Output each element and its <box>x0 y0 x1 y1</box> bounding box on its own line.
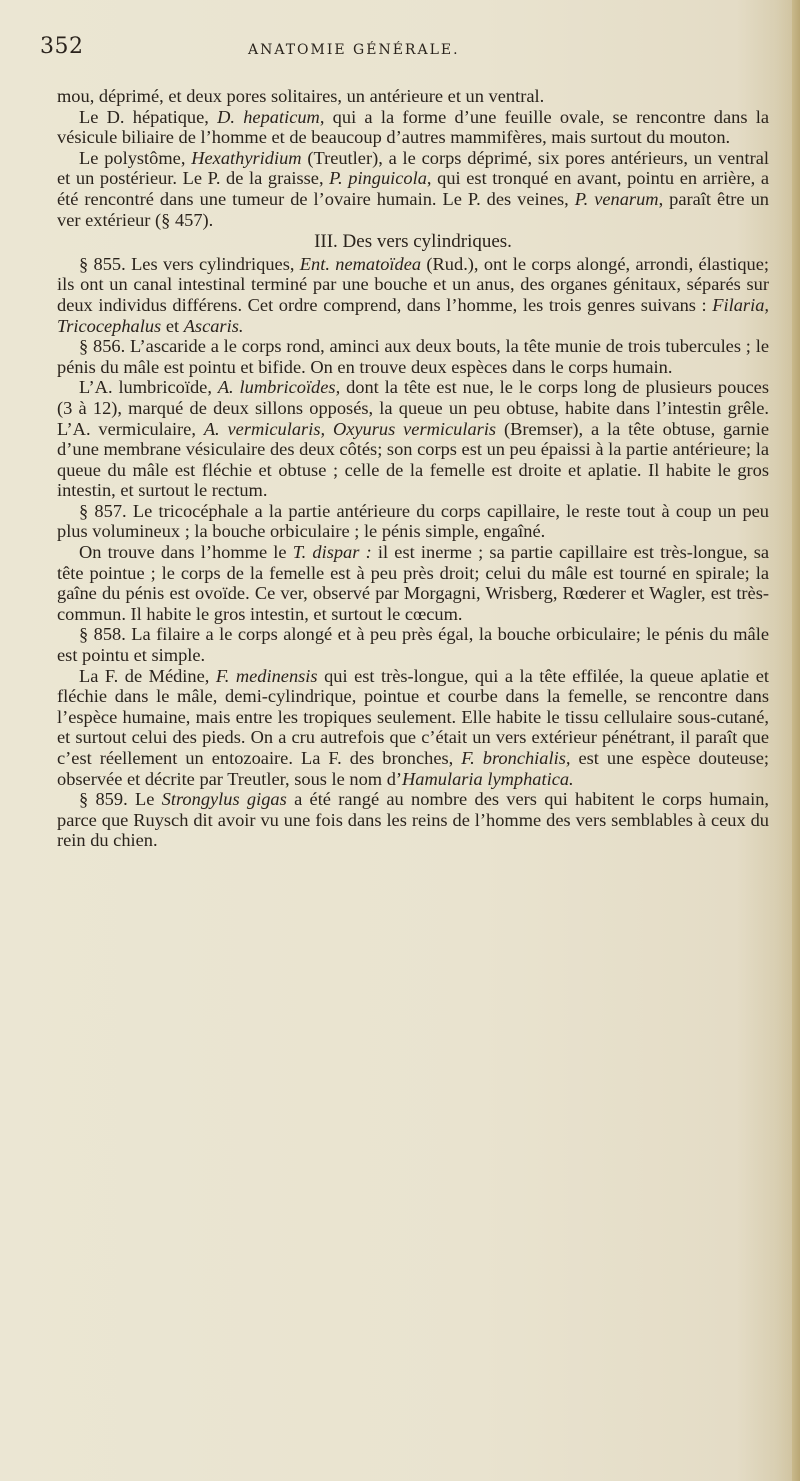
paragraph-polystome: Le polystôme, Hexathyridium (Treutler), a le corps déprimé, six pores antérieurs, un ventral et un postérieur. Le P. de la graisse, P. pinguicola, qui est tronqué en avant, pointu en arrière, a été rencontré dans une tumeur de l’ovaire humain. Le P. des veines, P. venarum, paraît être un ver extérieur (§ 457). <box>57 147 770 230</box>
paragraph-856: § 856. L’ascaride a le corps rond, aminci aux deux bouts, la tête munie de trois tubercules ; le pénis du mâle est pointu et bifide. On en trouve deux espèces dans le corps humain. <box>57 336 769 377</box>
page-number: 352 <box>40 34 84 59</box>
paragraph-858: § 858. La filaire a le corps alongé et à peu près égal, la bouche orbiculaire; le pénis du mâle est pointu et simple. <box>57 624 769 666</box>
paragraph-855: § 855. Les vers cylindriques, Ent. nematoïdea (Rud.), ont le corps alongé, arrondi, élastique; ils ont un canal intestinal terminé par une bouche et un anus, des organes génitaux, séparés sur deux individus différens. Cet ordre comprend, dans l’homme, les trois genres suivans : Filaria, Tricocephalus et Ascaris. <box>57 253 769 336</box>
body-text <box>57 86 769 851</box>
page-edge-shadow <box>792 0 800 1481</box>
paragraph-ascaride-lumbricoide: L’A. lumbricoïde, A. lumbricoïdes, dont la tête est nue, le le corps long de plusieurs pouces (3 à 12), marqué de deux sillons opposés, la queue un peu obtuse, habite dans l’intestin grêle. L’A. vermiculaire, A. vermicularis, Oxyurus vermicularis (Bremser), a la tête obtuse, garnie d’une membrane vésiculaire des deux côtés; son corps est un peu épaissi à la partie antérieure; la queue du mâle est fléchie et obtuse ; celle de la femelle est droite et aplatie. Il habite le gros intestin, et surtout le rectum. <box>57 377 770 501</box>
section-heading: III. Des vers cylindriques. <box>314 231 512 253</box>
page-header <box>38 34 768 64</box>
paragraph-859: § 859. Le Strongylus gigas a été rangé au nombre des vers qui habitent le corps humain, parce que Ruysch dit avoir vu une fois dans les reins de l’homme des vers semblables à ceux du rein du chien. <box>57 789 769 851</box>
paragraph-857: § 857. Le tricocéphale a la partie antérieure du corps capillaire, le reste tout à coup un peu plus volumineux ; la bouche orbiculaire ; le pénis simple, engaîné. <box>57 500 769 542</box>
paragraph-continuation: mou, déprimé, et deux pores solitaires, un antérieure et un ventral. <box>57 86 545 106</box>
paragraph-tricocephale-dispar: On trouve dans l’homme le T. dispar : il est inerme ; sa partie capillaire est très-longue, sa tête pointue ; le corps de la femelle est à peu près droit; celui du mâle est tourné en spirale; la gaîne du pénis est ovoïde. Ce ver, observé par Morgagni, Wrisberg, Rœderer et Wagler, est très-commun. Il habite le gros intestin, et surtout le cœcum. <box>57 542 770 624</box>
running-title: ANATOMIE GÉNÉRALE. <box>248 42 460 58</box>
paragraph-distome-hepatique: Le D. hépatique, D. hepaticum, qui a la forme d’une feuille ovale, se rencontre dans la vésicule biliaire de l’homme et de beaucoup d’autres mammifères, mais surtout du mouton. <box>57 106 769 148</box>
paragraph-filaire-medine: La F. de Médine, F. medinensis qui est très-longue, qui a la tête effilée, la queue aplatie et fléchie dans le mâle, demi-cylindrique, pointue et courbe dans la femelle, se rencontre dans l’espèce humaine, mais entre les tropiques seulement. Elle habite le tissu cellulaire sous-cutané, et surtout celui des pieds. On a cru autrefois que c’était un vers extérieur pénétrant, il paraît que c’est réellement un entozoaire. La F. des bronches, F. bronchialis, est une espèce douteuse; observée et décrite par Treutler, sous le nom d’Hamularia lymphatica. <box>57 665 770 789</box>
